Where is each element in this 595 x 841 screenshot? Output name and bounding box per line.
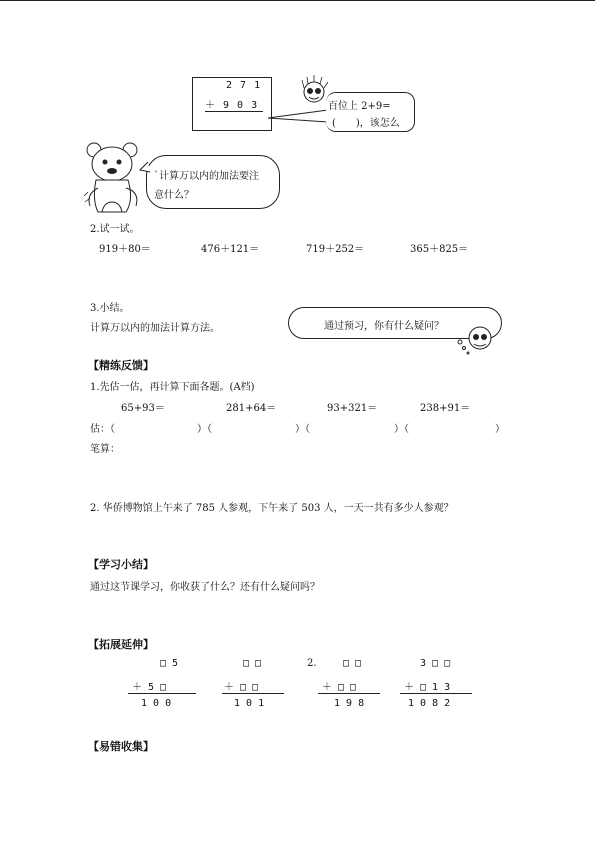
extend-label-2: 2.: [307, 658, 317, 669]
extend-problem-2-bottom: ＋ □ □: [224, 682, 259, 693]
extend-heading: 【拓展延伸】: [88, 638, 154, 651]
extend-problem-4-bottom: ＋ □ 1 3: [404, 682, 451, 693]
estimate-paren-3: ）（: [394, 424, 409, 435]
estimate-paren-2: ）（: [295, 424, 310, 435]
feedback-item-2: 281+64＝: [226, 403, 277, 414]
extend-problem-3-top: □ □: [343, 658, 362, 669]
feedback-item-1: 65+93＝: [121, 403, 165, 414]
extend-problem-1-line: [128, 693, 196, 694]
hint-bubble-line-2: ( )，该怎么: [332, 118, 400, 129]
feedback-question-2: 2. 华侨博物馆上午来了 785 人参观，下午来了 503 人，一天一共有多少人参观？: [90, 503, 454, 514]
question-cloud-text: 通过预习，你有什么疑问？: [324, 321, 444, 332]
addition-row-2: ＋ 9 0 3: [205, 100, 259, 111]
written-calc-label: 笔算：: [90, 444, 120, 455]
try-title: 2.试一试。: [90, 224, 140, 235]
extend-problem-3-bottom: ＋ □ □: [322, 682, 357, 693]
study-heading: 【学习小结】: [88, 558, 154, 571]
bear-bubble-line-1: `计算万以内的加法要注: [154, 171, 259, 182]
addition-row-1: 2 7 1: [226, 80, 262, 91]
feedback-item-4: 238+91＝: [420, 403, 471, 414]
extend-problem-4-top: 3 □ □: [420, 658, 451, 669]
estimate-paren-1: ）（: [197, 424, 212, 435]
bear-bubble-line-2: 意什么？: [154, 190, 194, 201]
summary-title: 3.小结。: [90, 303, 130, 314]
estimate-label: 估：（: [90, 424, 115, 435]
extend-problem-2-line: [222, 693, 284, 694]
extend-problem-2-result: 1 0 1: [234, 698, 265, 709]
extend-problem-2-top: □ □: [243, 658, 262, 669]
hint-bubble-line-1: 百位上 2+9=: [328, 101, 391, 112]
bear-bubble-tail: [138, 160, 152, 176]
feedback-item-3: 93+321＝: [327, 403, 378, 414]
study-text: 通过这节课学习，你收获了什么？还有什么疑问吗？: [90, 582, 320, 593]
feedback-question-1: 1.先估一估，再计算下面各题。(A档): [90, 382, 255, 393]
extend-problem-4-line: [400, 693, 472, 694]
extend-problem-3-result: 1 9 8: [334, 698, 365, 709]
cartoon-kid-thinking-icon: [440, 320, 500, 356]
feedback-heading: 【精练反馈】: [88, 359, 154, 372]
extend-problem-1-result: 1 0 0: [141, 698, 172, 709]
errors-heading: 【易错收集】: [88, 740, 154, 753]
try-item-1: 919＋80＝: [99, 244, 151, 255]
extend-problem-3-line: [318, 693, 380, 694]
extend-problem-4-result: 1 0 8 2: [408, 698, 451, 709]
extend-problem-1-top: □ 5: [160, 658, 179, 669]
try-item-4: 365＋825＝: [410, 244, 469, 255]
try-item-2: 476＋121＝: [201, 244, 260, 255]
cartoon-kid-icon: [300, 78, 330, 108]
bear-cartoon-icon: [82, 140, 144, 216]
extend-problem-1-bottom: ＋ 5 □: [132, 682, 167, 693]
try-item-3: 719＋252＝: [306, 244, 365, 255]
summary-text: 计算万以内的加法计算方法。: [90, 323, 220, 334]
estimate-paren-4: ）: [495, 424, 505, 435]
